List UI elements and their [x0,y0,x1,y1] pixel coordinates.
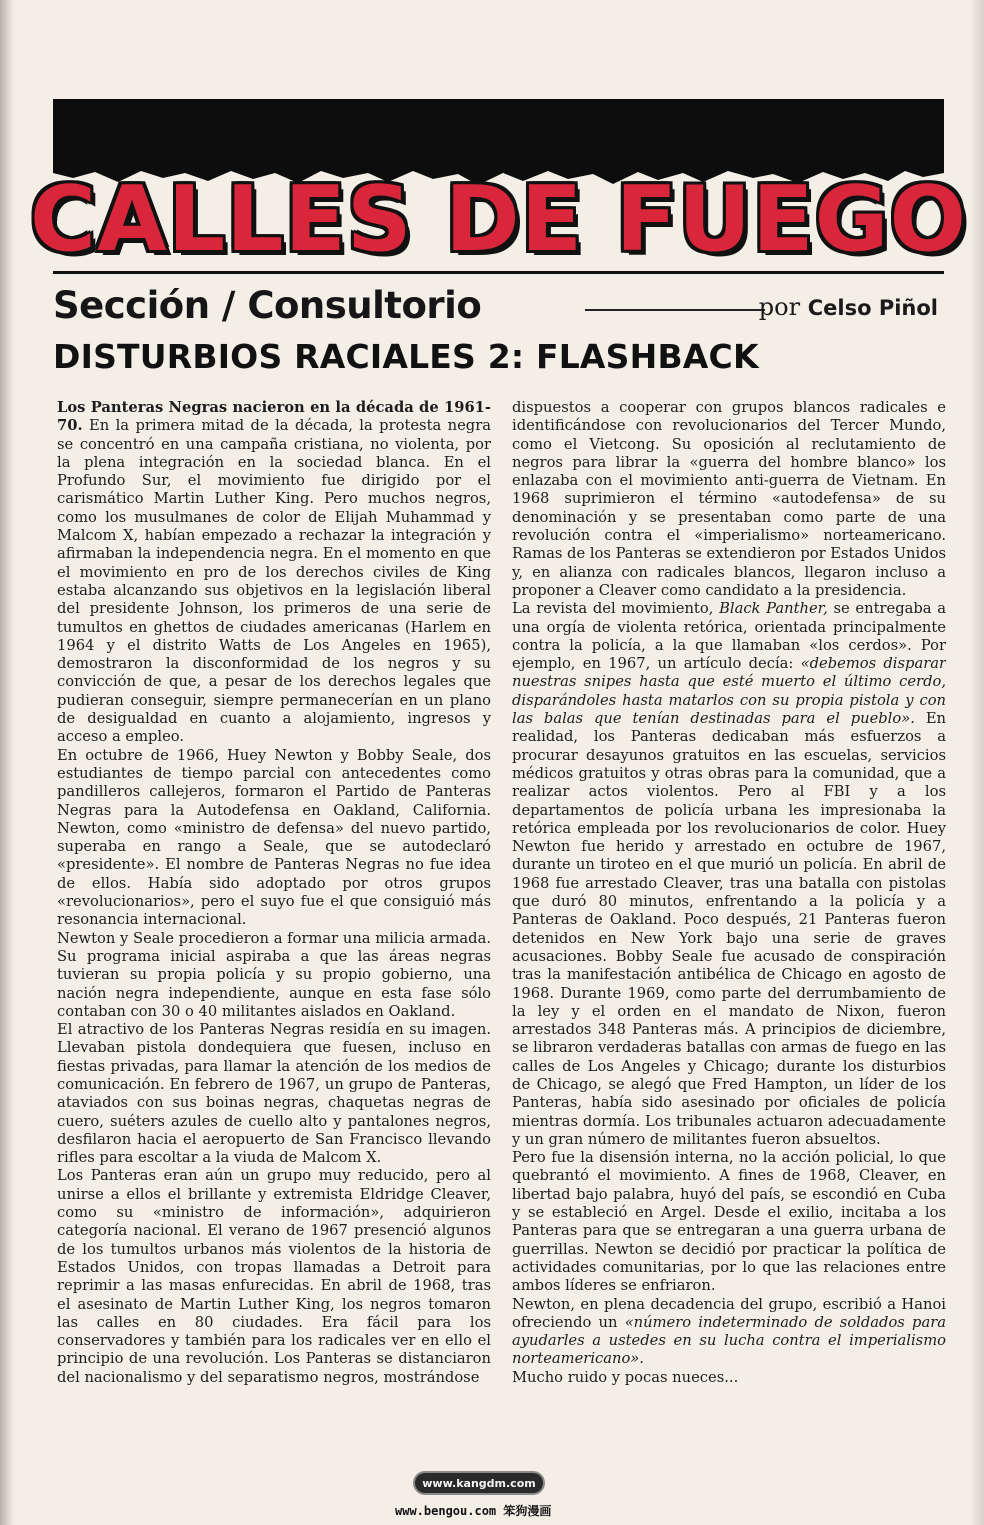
page-right-edge-shadow [970,0,984,1525]
article-lead-bold: Los Panteras Negras nacieron en la década de 1961-70. [57,399,491,435]
article-headline: DISTURBIOS RACIALES 2: FLASHBACK [53,337,759,376]
article-text: En la primera mitad de la década, la protesta negra se concentró en una campaña cristiana, no violenta, por la plena integración en la sociedad blanca. En el Profundo Sur, el movimiento fue dirigido por el carismático Martin Luther King. Pero muchos negros, como los musulmanes de color de Elijah Muhammad y Malcom X, habían empezado a rechazar la integración y afirmaban la independencia negra. En el momento en que el movimiento en pro de los derechos civiles de King estaba alcanzando sus objetivos en la legislación liberal del presidente Johnson, los primeros de una serie de tumultos en ghettos de ciudades americanas (Harlem en 1964 y el distrito Watts de Los Angeles en 1965), demostraron la disconformidad de los negros y su convicción de que, a pesar de los derechos legales que pudieran conseguir, siempre permanecerían en un plano de desigualdad en cuanto a alojamiento, ingresos y acceso a empleo. [57,417,491,746]
section-row [53,280,944,332]
article-paragraph [512,1296,946,1369]
article-column-left [57,399,491,1439]
byline [759,289,938,326]
watermark-credit: www.bengou.com 笨狗漫画 [395,1504,552,1518]
byline-author: Celso Piñol [807,296,938,320]
article-paragraph [512,600,946,1149]
article-text: La revista del movimiento, [512,600,720,618]
section-title: Sección / Consultorio [53,284,482,327]
watermark-badge: www.kangdm.com [415,1473,543,1493]
article-text: se entregaba a una orgía de violenta retórica, orientada principalmente contra la policía, a la que llamaban «los cerdos». Por ejemplo, en 1967, un artículo decía: [512,600,946,673]
article-paragraph: dispuestos a cooperar con grupos blancos radicales e identificándose con revolucionarios del Tercer Mundo, como el Vietcong. Su oposición al reclutamiento de negros para librar la «guerra del hombre blanco» los enlazaba con el movimiento anti-guerra de Vietnam. En 1968 suprimieron el término «autodefensa» de su denominación y se presentaban como parte de una revolución contra el «imperialismo» norteamericano. Ramas de los Panteras se extendieron por Estados Unidos y, en alianza con radicales blancos, llegaron incluso a proponer a Cleaver como candidato a la presidencia. [512,399,946,599]
article-paragraph: Mucho ruido y pocas nueces... [512,1368,739,1386]
article-paragraph: Newton y Seale procedieron a formar una milicia armada. Su programa inicial aspiraba a que las áreas negras tuvieran su propia policía y su propio gobierno, una nación negra independiente, aunque en esta fase sólo contaban con 30 o 40 militantes aislados en Oakland. [57,929,491,1020]
article-text: En realidad, los Panteras dedicaban más esfuerzos a procurar desayunos gratuitos en las escuelas, servicios médicos gratuitos y otras obras para la comunidad, que a realizar actos violentos. Pero al FBI y a los departamentos de policía urbana les impresionaba la retórica empleada por los revolucionarios de color. Huey Newton fue herido y arrestado en octubre de 1967, durante un tiroteo en el que murió un policía. En abril de 1968 fue arrestado Cleaver, tras una batalla con pistolas que duró 80 minutos, enfrentando a la policía y a Panteras de Oakland. Poco después, 21 Panteras fueron detenidos en New York bajo una serie de graves acusaciones. Bobby Seale fue acusado de conspiración tras la manifestación antibélica de Chicago en agosto de 1968. Durante 1969, como parte del derrumbamiento de la ley y el orden en el mandato de Nixon, fueron arrestados 348 Panteras más. A principios de diciembre, se libraron verdaderas batallas con armas de fuego en las calles de Los Angeles y Chicago; durante los disturbios de Chicago, se alegó que Fred Hampton, un líder de los Panteras, había sido asesinado por oficiales de policía mientras dormía. Los tribunales actuaron adecuadamente y un gran número de militantes fueron absueltos. [512,710,946,1148]
article-quote: «número indeterminado de soldados para ayudarles a ustedes en su lucha contra el imperialismo norteamericano». [512,1313,946,1368]
article-text: Newton, en plena decadencia del grupo, escribió a Hanoi ofreciendo un [512,1295,946,1331]
section-divider [585,309,765,311]
article-paragraph: Pero fue la disensión interna, no la acción policial, lo que quebrantó el movimiento. A fines de 1968, Cleaver, en libertad bajo palabra, huyó del país, se escondió en Cuba y se estableció en Argel. Desde el exilio, incitaba a los Panteras para que se entregaran a una guerra urbana de guerrillas. Newton se decidió por practicar la política de actividades comunitarias, por lo que las relaciones entre ambos líderes se enfriaron. [512,1149,946,1295]
magazine-title: Black Panther, [719,600,828,618]
article-paragraph: El atractivo de los Panteras Negras residía en su imagen. Llevaban pistola dondequiera que fuesen, incluso en fiestas privadas, para llamar la atención de los medios de comunicación. En febrero de 1967, un grupo de Panteras, ataviados con sus boinas negras, chaquetas negras de cuero, suéters azules de cuello alto y pantalones negros, desfilaron hacia el aeropuerto de San Francisco llevando rifles para escoltar a la viuda de Malcom X. [57,1021,491,1167]
masthead-title: CALLES DE FUEGO [30,166,967,272]
byline-prefix: por [758,293,801,321]
masthead [30,99,967,272]
page-left-edge-shadow [0,0,14,1525]
article-quote: «debemos disparar nuestras snipes hasta que esté muerto el último cerdo, disparándoles hasta matarlos con su propia pistola y con las balas que tenían destinadas para el pueblo». [512,655,946,728]
article-paragraph: En octubre de 1966, Huey Newton y Bobby Seale, dos estudiantes de tiempo parcial con antecedentes como pandilleros callejeros, formaron el Partido de Panteras Negras para la Autodefensa en Oakland, California. Newton, como «ministro de defensa» del nuevo partido, superaba en rango a Seale, que se autodeclaró «presidente». El nombre de Panteras Negras no fue idea de ellos. Había sido adoptado por otros grupos «revolucionarios», pero el suyo fue el que consiguió más resonancia internacional. [57,746,491,929]
article-paragraph: Los Panteras eran aún un grupo muy reducido, pero al unirse a ellos el brillante y extremista Eldridge Cleaver, como su «ministro de información», adquirieron categoría nacional. El verano de 1967 presenció algunos de los tumultos urbanos más violentos de la historia de Estados Unidos, con tropas llamadas a Detroit para reprimir a las masas enfurecidas. En abril de 1968, tras el asesinato de Martin Luther King, los negros tomaron las calles en 80 ciudades. Era fácil para los conservadores y también para los radicales ver en ello el principio de una revolución. Los Panteras se distanciaron del nacionalismo y del separatismo negros, mostrándose [57,1167,491,1386]
masthead-rule [53,271,944,274]
article-paragraph [57,399,491,747]
article-column-right [512,399,946,1439]
